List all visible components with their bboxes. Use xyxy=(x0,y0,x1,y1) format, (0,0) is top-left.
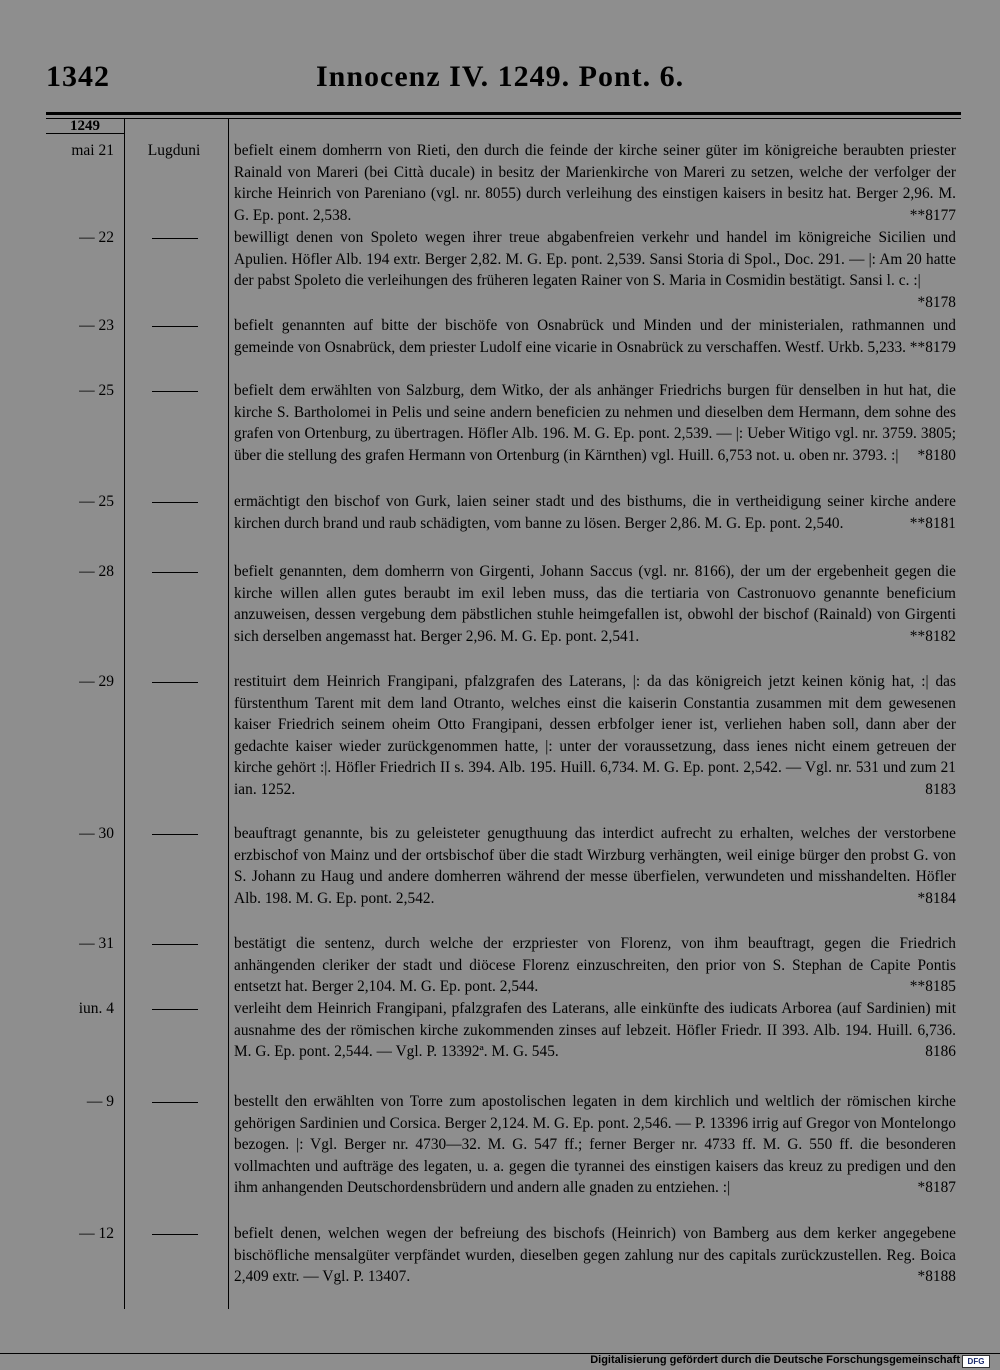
entry-reference-number: *8180 xyxy=(917,446,956,464)
entry-date: — 25 xyxy=(79,493,114,510)
register-entry xyxy=(46,140,961,227)
entry-reference-number: **8185 xyxy=(909,978,956,996)
register-entry xyxy=(46,1091,961,1223)
entry-reference-number: *8184 xyxy=(917,889,956,907)
footer-credit: Digitalisierung gefördert durch die Deutsche Forschungsgemeinschaft xyxy=(590,1354,960,1366)
entry-body: befielt dem erwählten von Salzburg, dem Witko, der als anhänger Friedrichs burgen für denselben in hut hat, die kirche S. Bartholomei in Pelis und seine andern beneficien zu nehmen und dieselben dem Hermann, dem sohne des grafen von Ortenburg, zu übertragen. Höfler Alb. 196. M. G. Ep. pont. 2,539. — |: Ueber Witigo vgl. nr. 3759. 3805; über die stellung des grafen Hermann von Ortenburg (in Kärnthen) vgl. Huill. 6,753 not. u. oben nr. 3793. :| xyxy=(234,382,956,464)
register-entry xyxy=(46,227,961,315)
register-entry xyxy=(46,933,961,998)
footer xyxy=(0,1349,1000,1370)
ditto-dash xyxy=(152,502,198,503)
entry-reference-number: *8187 xyxy=(917,1179,956,1197)
entry-reference-number: *8178 xyxy=(917,293,956,311)
ditto-dash xyxy=(152,326,198,327)
register-entry xyxy=(46,823,961,933)
ditto-dash xyxy=(152,1009,198,1010)
entry-body: befielt genannten auf bitte der bischöfe von Osnabrück und Minden und der ministerialen, rathmannen und gemeinde von Osnabrück, dem priester Ludolf eine vicarie in Osnabrück zu verschaffen. Westf. Urkb. 5,233. xyxy=(234,317,956,356)
register-entry xyxy=(46,671,961,823)
entry-text xyxy=(234,1223,956,1288)
page-title: Innocenz IV. 1249. Pont. 6. xyxy=(316,60,685,93)
entry-body: verleiht dem Heinrich Frangipani, pfalzgrafen des Laterans, alle einkünfte des iudicats Arborea (auf Sardinien) mit ausnahme des der römischen kirche zukommenden zinses auf lebzeit. Höfler Friedr. II 393. Alb. 194. Huill. 6,736. M. G. Ep. pont. 2,544. — Vgl. P. 13392ª. M. G. 545. xyxy=(234,1000,956,1061)
entry-text xyxy=(234,140,956,226)
entry-date: — 22 xyxy=(79,229,114,246)
entry-text xyxy=(234,933,956,998)
ditto-dash xyxy=(152,682,198,683)
dfg-logo-icon: DFG xyxy=(962,1355,990,1368)
entry-date: — 31 xyxy=(79,935,114,952)
register-entry xyxy=(46,561,961,671)
entry-date: — 25 xyxy=(79,382,114,399)
entry-reference-number: **8181 xyxy=(909,514,956,532)
entry-body: befielt einem domherrn von Rieti, den durch die feinde der kirche seiner güter im königreiche beraubten priester Rainald von Mareri (bei Città ducale) in besitz der Marienkirche von Mareri zu setzen, welche der verfolger der kirche Heinrich von Pareniano (vgl. nr. 8055) durch verleihung des einstigen kaisers in besitz hat. Berger 2,96. M. G. Ep. pont. 2,538. xyxy=(234,142,956,224)
register-entry xyxy=(46,380,961,491)
entry-text xyxy=(234,227,956,313)
ditto-dash xyxy=(152,834,198,835)
page-number: 1342 xyxy=(46,60,110,93)
entry-text xyxy=(234,561,956,647)
entry-date: — 30 xyxy=(79,825,114,842)
entry-reference-number: **8182 xyxy=(909,627,956,645)
ditto-dash xyxy=(152,572,198,573)
ditto-dash xyxy=(152,391,198,392)
entry-text xyxy=(234,671,956,801)
entry-date: mai 21 xyxy=(71,142,114,159)
ditto-dash xyxy=(152,1102,198,1103)
entry-date: — 29 xyxy=(79,673,114,690)
entry-date: — 12 xyxy=(79,1225,114,1242)
header-rule-thick xyxy=(46,112,961,115)
register-entry xyxy=(46,491,961,561)
year-heading: 1249 xyxy=(46,119,124,134)
entry-body: beauftragt genannte, bis zu geleisteter genugthuung das interdict aufrecht zu erhalten, welches der verstorbene erzbischof von Mainz und der ortsbischof über die stadt Wirzburg verhängten, weil einige bürger den probst G. von S. Johann zu Haug und andere domherren während der messe überfielen, verwundeten und misshandelten. Höfler Alb. 198. M. G. Ep. pont. 2,542. xyxy=(234,825,956,907)
register-entry xyxy=(46,315,961,380)
entry-date: — 23 xyxy=(79,317,114,334)
entry-reference-number: 8186 xyxy=(925,1043,956,1061)
entry-body: restituirt dem Heinrich Frangipani, pfalzgrafen des Laterans, |: da das königreich jetzt keinen könig hat, :| das fürstenthum Tarent mit dem land Otranto, welches einst die kaiserin Constantia zusammen mit dem gewesenen kaiser Friedrich seinem oheim Otto Frangipani, dessen erbfolger iener ist, verliehen haben soll, dann aber der gedachte kaiser wieder zurückgenommen hatte, |: unter der voraussetzung, dass ienes nicht einem getreuen der kirche gehört :|. Höfler Friedrich II s. 394. Alb. 195. Huill. 6,734. M. G. Ep. pont. 2,542. — Vgl. nr. 531 und zum 21 ian. 1252. xyxy=(234,673,956,798)
entry-body: bewilligt denen von Spoleto wegen ihrer treue abgabenfreien verkehr und handel im königreiche Sicilien und Apulien. Höfler Alb. 194 extr. Berger 2,82. M. G. Ep. pont. 2,539. Sansi Storia di Spol., Doc. 291. — |: Am 20 hatte der pabst Spoleto die verleihungen des früheren legaten Rainer von S. Maria in Cosmidin bestätigt. Sansi l. c. :| xyxy=(234,229,956,290)
ditto-dash xyxy=(152,238,198,239)
register-entry xyxy=(46,1223,961,1286)
header-rule-thin xyxy=(46,118,961,119)
entry-date: — 9 xyxy=(86,1093,114,1110)
entry-text xyxy=(234,491,956,534)
entry-date: iun. 4 xyxy=(78,1000,114,1017)
entry-text xyxy=(234,380,956,466)
entry-text xyxy=(234,998,956,1063)
entry-body: ermächtigt den bischof von Gurk, laien seiner stadt und des bisthums, die in vertheidigung seiner kirche andere kirchen durch brand und raub schädigten, vom banne zu lösen. Berger 2,86. M. G. Ep. pont. 2,540. xyxy=(234,493,956,532)
entry-reference-number: *8188 xyxy=(917,1268,956,1286)
entry-text xyxy=(234,1091,956,1199)
entry-text xyxy=(234,823,956,909)
entry-body: bestellt den erwählten von Torre zum apostolischen legaten in dem kirchlich und weltlich der römischen kirche gehörigen Sardinien und Corsica. Berger 2,124. M. G. Ep. pont. 2,546. — P. 13396 irrig auf Gregor von Montelongo bezogen. |: Vgl. Berger nr. 4730—32. M. G. 547 ff.; ferner Berger nr. 4733 ff. M. G. 550 ff. die besonderen vollmachten und aufträge des legaten, u. a. gegen die tyrannei des einstigen kaisers das kreuz zu predigen und den ihm anhangenden Deutschordensbrüdern und andern alle gnaden zu entziehen. :| xyxy=(234,1093,956,1197)
ditto-dash xyxy=(152,944,198,945)
ditto-dash xyxy=(152,1234,198,1235)
entry-body: bestätigt die sentenz, durch welche der erzpriester von Florenz, von ihm beauftragt, gegen die Friedrich anhängenden cleriker der stadt und diöcese Florenz einzuschreiten, den prior von S. Stephan de Capite Pontis entsetzt hat. Berger 2,104. M. G. Ep. pont. 2,544. xyxy=(234,935,956,996)
entry-reference-number: **8177 xyxy=(909,206,956,224)
entry-body: befielt denen, welchen wegen der befreiung des bischofs (Heinrich) von Bamberg aus dem kerker angegebene bischöfliche mensalgüter verpfändet wurden, dieselben gegen zahlung nur des capitals zurückzustellen. Reg. Boica 2,409 extr. — Vgl. P. 13407. xyxy=(234,1225,956,1286)
entry-reference-number: 8183 xyxy=(925,780,956,798)
entry-text xyxy=(234,315,956,358)
register-entry xyxy=(46,998,961,1091)
entry-date: — 28 xyxy=(79,563,114,580)
entry-body: befielt genannten, dem domherrn von Girgenti, Johann Saccus (vgl. nr. 8166), der um der ergebenheit gegen die kirche willen allen gutes beraubt im exil leben muss, das die tertiaria von Castronuovo genannte beneficium anzuweisen, dessen vergebung dem päbstlichen stuhle heimgefallen ist, obwohl der bischof (Rainald) von Girgenti sich derselben angemasst hat. Berger 2,96. M. G. Ep. pont. 2,541. xyxy=(234,563,956,645)
entry-place: Lugduni xyxy=(147,142,201,159)
entry-reference-number: **8179 xyxy=(909,338,956,356)
